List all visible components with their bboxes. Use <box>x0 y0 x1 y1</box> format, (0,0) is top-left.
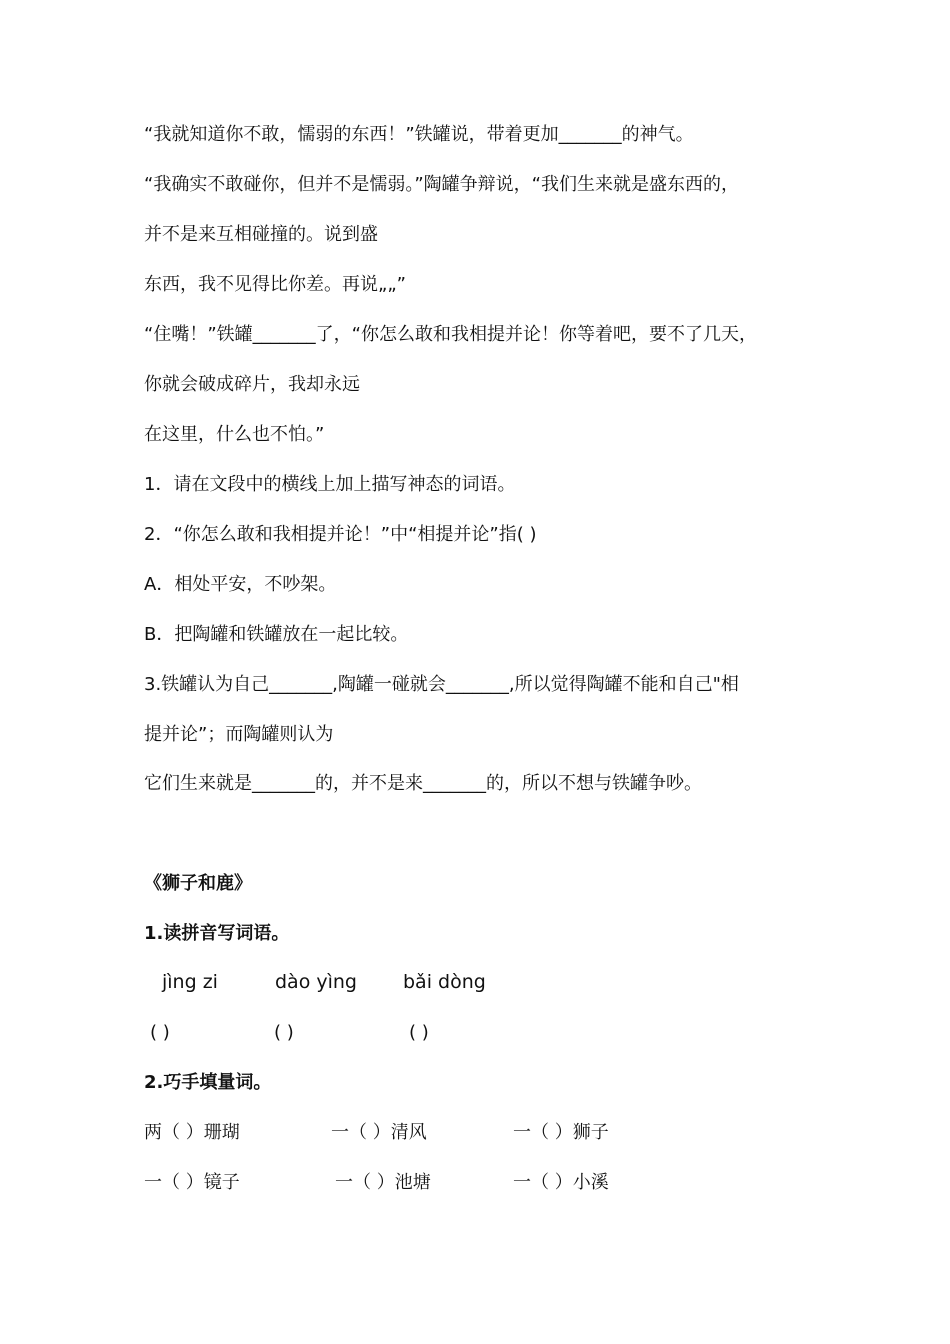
option-b: B．把陶罐和铁罐放在一起比较。 <box>144 624 409 645</box>
passage-line: 东西，我不见得比你差。再说„„” <box>144 274 406 295</box>
section-title: 《狮子和鹿》 <box>144 873 252 894</box>
measure-item: 一（ ）镜子 <box>144 1172 240 1193</box>
answer-blank: ( ) <box>274 1022 294 1043</box>
measure-item: 一（ ）狮子 <box>513 1122 609 1143</box>
passage-line: 并不是来互相碰撞的。说到盛 <box>144 224 378 245</box>
measure-item: 一（ ）池塘 <box>335 1172 431 1193</box>
passage-line: 你就会破成碎片，我却永远 <box>144 374 360 395</box>
q1-heading: 1.读拼音写词语。 <box>144 923 290 944</box>
question-1: 1．请在文段中的横线上加上描写神态的词语。 <box>144 474 516 495</box>
answer-blank: ( ) <box>150 1022 170 1043</box>
passage-line: 在这里，什么也不怕。” <box>144 424 325 445</box>
q2-heading: 2.巧手填量词。 <box>144 1072 272 1093</box>
passage-line: “我就知道你不敢，懦弱的东西！”铁罐说，带着更加_______的神气。 <box>144 124 694 145</box>
measure-item: 一（ ）清风 <box>331 1122 427 1143</box>
question-2: 2．“你怎么敢和我相提并论！”中“相提并论”指( ) <box>144 524 537 545</box>
option-a: A．相处平安，不吵架。 <box>144 574 337 595</box>
passage-line: “我确实不敢碰你，但并不是懦弱。”陶罐争辩说，“我们生来就是盛东西的， <box>144 174 739 195</box>
measure-item: 一（ ）小溪 <box>513 1172 609 1193</box>
question-3: 3.铁罐认为自己_______,陶罐一碰就会_______,所以觉得陶罐不能和自己"相 <box>144 674 739 695</box>
pinyin-word: jìng zi <box>162 971 218 993</box>
answer-blank: ( ) <box>409 1022 429 1043</box>
question-3-cont: 它们生来就是_______的，并不是来_______的，所以不想与铁罐争吵。 <box>144 773 702 794</box>
pinyin-word: bǎi dòng <box>403 971 486 993</box>
measure-item: 两（ ）珊瑚 <box>144 1122 240 1143</box>
pinyin-word: dào yìng <box>275 971 357 993</box>
passage-line: “住嘴！”铁罐_______了，“你怎么敢和我相提并论！你等着吧，要不了几天， <box>144 324 757 345</box>
question-3-cont: 提并论”；而陶罐则认为 <box>144 724 334 745</box>
